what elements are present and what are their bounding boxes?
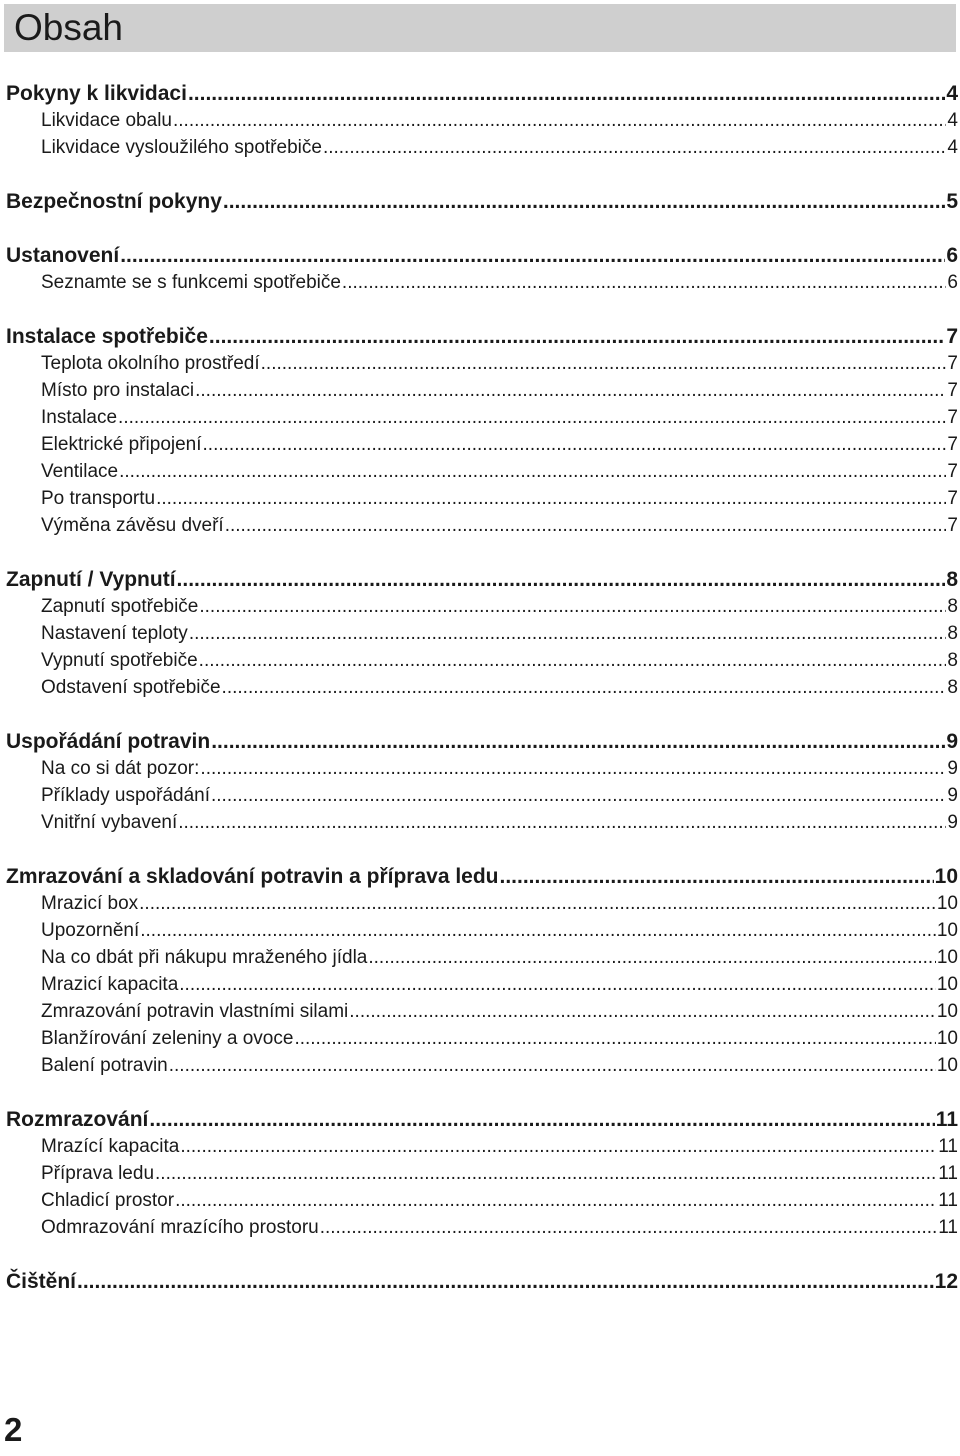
toc-page-number: 7 xyxy=(947,488,958,509)
toc-entry-label: Na co dbát při nákupu mraženého jídla xyxy=(41,947,368,968)
toc-page-number: 6 xyxy=(947,272,958,293)
toc-entry-label: Výměna závěsu dveří xyxy=(41,515,224,536)
toc-section-heading[interactable] xyxy=(6,1268,958,1295)
toc-entry-label: Ustanovení xyxy=(6,244,120,267)
toc-entry-label: Uspořádání potravin xyxy=(6,730,211,753)
toc-page-number: 10 xyxy=(936,1055,958,1076)
toc-entry-label: Zapnutí / Vypnutí xyxy=(6,568,176,591)
toc-page-number: 7 xyxy=(947,407,958,428)
toc-entry-label: Příprava ledu xyxy=(41,1163,155,1184)
dot-leader xyxy=(177,566,946,593)
toc-page-number: 11 xyxy=(938,1190,958,1211)
toc-section-heading[interactable] xyxy=(6,80,958,107)
dot-leader xyxy=(156,485,946,512)
dot-leader xyxy=(118,404,946,431)
toc-section-heading[interactable] xyxy=(6,566,958,593)
toc-entry-label: Po transportu xyxy=(41,488,156,509)
dot-leader xyxy=(199,593,946,620)
dot-leader xyxy=(209,323,945,350)
toc-page-number: 10 xyxy=(936,974,958,995)
dot-leader xyxy=(323,134,946,161)
toc-entry[interactable] xyxy=(6,350,958,377)
toc-entry[interactable] xyxy=(6,782,958,809)
toc-entry[interactable] xyxy=(6,377,958,404)
page-title: Obsah xyxy=(14,7,124,48)
dot-leader xyxy=(223,188,945,215)
toc-entry-label: Mrazící kapacita xyxy=(41,1136,180,1157)
toc-page-number: 11 xyxy=(938,1217,958,1238)
toc-entry-label: Chladicí prostor xyxy=(41,1190,175,1211)
dot-leader xyxy=(199,647,947,674)
toc-entry[interactable] xyxy=(6,1052,958,1079)
toc-page-number: 8 xyxy=(946,568,958,591)
dot-leader xyxy=(195,377,946,404)
dot-leader xyxy=(140,917,936,944)
dot-leader xyxy=(179,971,936,998)
toc-entry[interactable] xyxy=(6,890,958,917)
dot-leader xyxy=(155,1160,937,1187)
toc-section-heading[interactable] xyxy=(6,323,958,350)
toc-entry-label: Blanžírování zeleniny a ovoce xyxy=(41,1028,294,1049)
dot-leader xyxy=(294,1025,935,1052)
dot-leader xyxy=(173,107,946,134)
toc-page-number: 11 xyxy=(938,1136,958,1157)
toc-section xyxy=(6,1268,958,1295)
dot-leader xyxy=(139,890,936,917)
toc-page-number: 4 xyxy=(947,110,958,131)
toc-entry-label: Příklady uspořádání xyxy=(41,785,210,806)
toc-section-heading[interactable] xyxy=(6,1106,958,1133)
toc-entry-label: Čištění xyxy=(6,1270,77,1293)
toc-page-number: 8 xyxy=(947,677,958,698)
toc-entry-label: Pokyny k likvidaci xyxy=(6,82,187,105)
title-bar xyxy=(4,4,956,52)
toc-entry[interactable] xyxy=(6,269,958,296)
dot-leader xyxy=(200,755,946,782)
toc-entry-label: Instalace spotřebiče xyxy=(6,325,208,348)
toc-page-number: 7 xyxy=(947,461,958,482)
toc-entry[interactable] xyxy=(6,620,958,647)
toc-entry[interactable] xyxy=(6,1214,958,1241)
dot-leader xyxy=(225,512,947,539)
toc-entry-label: Balení potravin xyxy=(41,1055,168,1076)
toc-page-number: 10 xyxy=(934,865,958,888)
toc-entry-label: Zmrazování potravin vlastními silami xyxy=(41,1001,349,1022)
toc-page-number: 11 xyxy=(938,1163,958,1184)
toc-section xyxy=(6,188,958,215)
toc-page-number: 5 xyxy=(946,190,958,213)
toc-page-number: 9 xyxy=(946,730,958,753)
toc-entry[interactable] xyxy=(6,917,958,944)
toc-page-number: 7 xyxy=(947,434,958,455)
dot-leader xyxy=(320,1214,938,1241)
toc-entry[interactable] xyxy=(6,674,958,701)
toc-section-heading[interactable] xyxy=(6,863,958,890)
toc-entry[interactable] xyxy=(6,404,958,431)
toc-section xyxy=(6,728,958,836)
toc-page-number: 7 xyxy=(947,353,958,374)
toc-page-number: 11 xyxy=(935,1108,958,1131)
dot-leader xyxy=(178,809,946,836)
dot-leader xyxy=(368,944,935,971)
toc-section xyxy=(6,242,958,296)
toc-entry-label: Vypnutí spotřebiče xyxy=(41,650,198,671)
toc-page-number: 9 xyxy=(947,785,958,806)
toc-page-number: 4 xyxy=(947,137,958,158)
toc-entry-label: Likvidace vysloužilého spotřebiče xyxy=(41,137,322,158)
dot-leader xyxy=(211,728,945,755)
toc-entry-label: Elektrické připojení xyxy=(41,434,202,455)
dot-leader xyxy=(180,1133,937,1160)
toc-section-heading[interactable] xyxy=(6,188,958,215)
toc-section xyxy=(6,1106,958,1241)
toc-page-number: 9 xyxy=(947,812,958,833)
toc-entry[interactable] xyxy=(6,1133,958,1160)
toc-page-number: 4 xyxy=(946,82,958,105)
toc-page-number: 7 xyxy=(947,515,958,536)
toc-page-number: 8 xyxy=(947,623,958,644)
toc-page-number: 10 xyxy=(936,920,958,941)
toc-entry-label: Vnitřní vybavení xyxy=(41,812,178,833)
toc-page-number: 10 xyxy=(936,1001,958,1022)
dot-leader xyxy=(77,1268,934,1295)
toc-section-heading[interactable] xyxy=(6,242,958,269)
dot-leader xyxy=(149,1106,934,1133)
toc-entry[interactable] xyxy=(6,1025,958,1052)
toc-entry-label: Na co si dát pozor: xyxy=(41,758,200,779)
toc-section xyxy=(6,863,958,1079)
toc-entry[interactable] xyxy=(6,485,958,512)
toc-entry-label: Nastavení teploty xyxy=(41,623,188,644)
dot-leader xyxy=(349,998,936,1025)
toc-entry-label: Ventilace xyxy=(41,461,119,482)
toc-entry[interactable] xyxy=(6,944,958,971)
toc-entry-label: Teplota okolního prostředí xyxy=(41,353,260,374)
footer-page-number: 2 xyxy=(4,1411,23,1448)
toc-section xyxy=(6,80,958,161)
toc-entry[interactable] xyxy=(6,458,958,485)
dot-leader xyxy=(119,458,946,485)
toc-entry-label: Seznamte se s funkcemi spotřebiče xyxy=(41,272,341,293)
dot-leader xyxy=(342,269,947,296)
dot-leader xyxy=(188,80,945,107)
dot-leader xyxy=(189,620,947,647)
toc-entry-label: Upozornění xyxy=(41,920,140,941)
toc-entry[interactable] xyxy=(6,971,958,998)
toc-entry-label: Místo pro instalaci xyxy=(41,380,195,401)
toc-entry-label: Rozmrazování xyxy=(6,1108,149,1131)
toc-entry-label: Instalace xyxy=(41,407,118,428)
toc-page-number: 8 xyxy=(947,596,958,617)
dot-leader xyxy=(261,350,947,377)
toc-entry-label: Mrazicí kapacita xyxy=(41,974,179,995)
dot-leader xyxy=(175,1187,937,1214)
toc-entry[interactable] xyxy=(6,1160,958,1187)
toc-entry-label: Mrazicí box xyxy=(41,893,139,914)
toc-entry[interactable] xyxy=(6,998,958,1025)
toc-page-number: 8 xyxy=(947,650,958,671)
toc-page-number: 10 xyxy=(936,1028,958,1049)
toc-entry[interactable] xyxy=(6,512,958,539)
toc-page-number: 9 xyxy=(947,758,958,779)
dot-leader xyxy=(222,674,947,701)
toc-page-number: 7 xyxy=(946,325,958,348)
toc-section-heading[interactable] xyxy=(6,728,958,755)
toc-section xyxy=(6,566,958,701)
dot-leader xyxy=(211,782,946,809)
toc-entry-label: Zapnutí spotřebiče xyxy=(41,596,199,617)
toc-entry[interactable] xyxy=(6,593,958,620)
toc-page-number: 7 xyxy=(947,380,958,401)
dot-leader xyxy=(169,1052,936,1079)
toc-entry[interactable] xyxy=(6,1187,958,1214)
toc-page-number: 6 xyxy=(946,244,958,267)
toc-page-number: 10 xyxy=(936,947,958,968)
toc-entry-label: Likvidace obalu xyxy=(41,110,172,131)
toc-entry[interactable] xyxy=(6,755,958,782)
toc-entry[interactable] xyxy=(6,134,958,161)
toc-entry[interactable] xyxy=(6,809,958,836)
toc-entry-label: Odstavení spotřebiče xyxy=(41,677,221,698)
dot-leader xyxy=(203,431,947,458)
toc-entry-label: Bezpečnostní pokyny xyxy=(6,190,222,213)
dot-leader xyxy=(500,863,934,890)
toc-page-number: 12 xyxy=(934,1270,958,1293)
table-of-contents xyxy=(6,80,958,1322)
toc-entry-label: Odmrazování mrazícího prostoru xyxy=(41,1217,319,1238)
toc-entry[interactable] xyxy=(6,431,958,458)
dot-leader xyxy=(120,242,945,269)
toc-section xyxy=(6,323,958,539)
toc-entry[interactable] xyxy=(6,647,958,674)
toc-page-number: 10 xyxy=(936,893,958,914)
toc-entry[interactable] xyxy=(6,107,958,134)
toc-entry-label: Zmrazování a skladování potravin a příprava ledu xyxy=(6,865,499,888)
